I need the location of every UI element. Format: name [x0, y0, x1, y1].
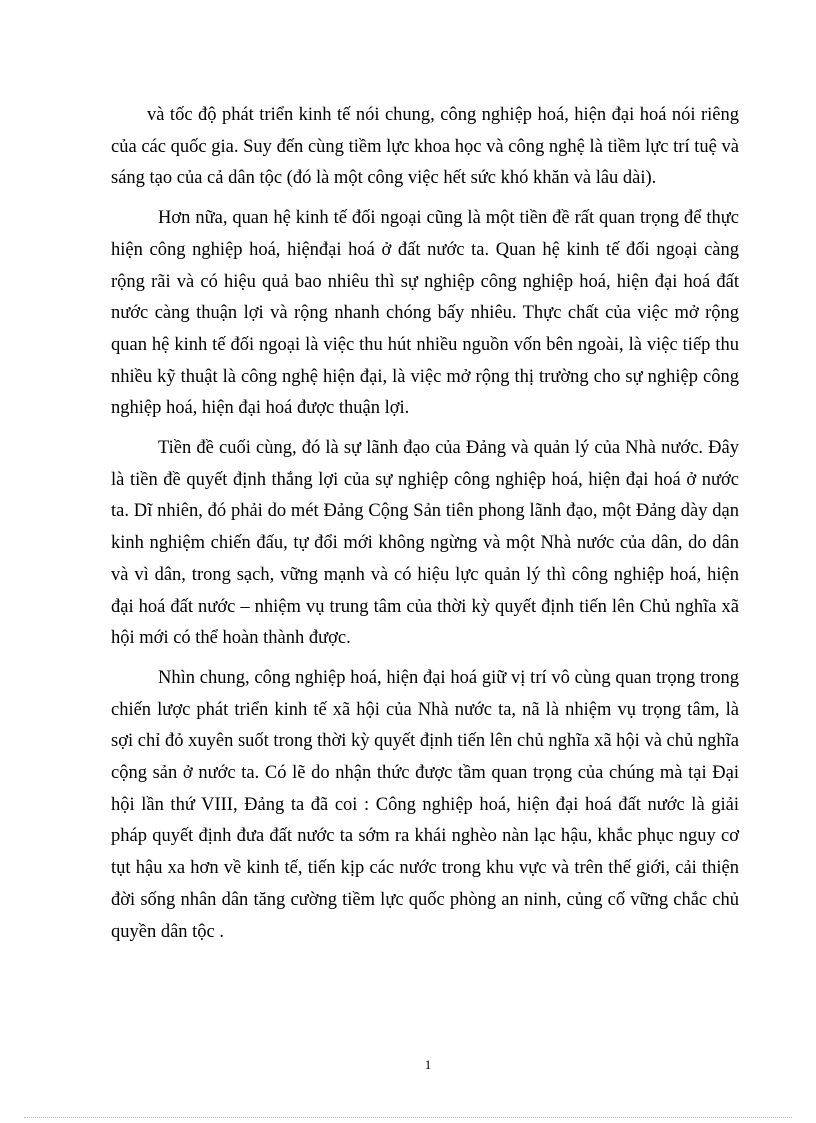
- page-bottom-divider: [24, 1117, 792, 1118]
- paragraph-conclusion: Nhìn chung, công nghiệp hoá, hiện đại hoá giữ vị trí vô cùng quan trọng trong chiến lược phát triển kinh tế xã hội của Nhà nước ta, nã là nhiệm vụ trọng tâm, là sợi chỉ đỏ xuyên suốt trong thời kỳ quyết định tiến lên chủ nghĩa xã hội và chủ nghĩa cộng sản ở nước ta. Có lẽ do nhận thức được tầm quan trọng của chúng mà tại Đại hội lần thứ VIII, Đảng ta đã coi : Công nghiệp hoá, hiện đại hoá đất nước là giải pháp quyết định đưa đất nước ta sớm ra khái nghèo nàn lạc hậu, khắc phục nguy cơ tụt hậu xa hơn về kinh tế, tiến kịp các nước trong khu vực và trên thế giới, cải thiện đời sống nhân dân tăng cường tiềm lực quốc phòng an ninh, củng cố vững chắc chủ quyền dân tộc .: [111, 667, 739, 942]
- paragraph-continuation: và tốc độ phát triển kinh tế nói chung, công nghiệp hoá, hiện đại hoá nói riêng của các quốc gia. Suy đến cùng tiềm lực khoa học và công nghệ là tiềm lực trí tuệ và sáng tạo của cả dân tộc (đó là một công việc hết sức khó khăn và lâu dài).: [111, 105, 739, 189]
- page-number: 1: [424, 1057, 432, 1072]
- paragraph-party-leadership: Tiền đề cuối cùng, đó là sự lãnh đạo của Đảng và quản lý của Nhà nước. Đây là tiền đề quyết định thắng lợi của sự nghiệp công nghiệp hoá, hiện đại hoá ở nước ta. Dĩ nhiên, đó phải do mét Đảng Cộng Sản tiên phong lãnh đạo, một Đảng dày dạn kinh nghiệm chiến đấu, tự đổi mới không ngừng và một Nhà nước của dân, do dân và vì dân, trong sạch, vững mạnh và có hiệu lực quản lý thì công nghiệp hoá, hiện đại hoá đất nước – nhiệm vụ trung tâm của thời kỳ quyết định tiến lên Chủ nghĩa xã hội mới có thể hoàn thành được.: [111, 438, 739, 649]
- paragraph-foreign-relations: Hơn nữa, quan hệ kinh tế đối ngoại cũng là một tiền đề rất quan trọng để thực hiện công nghiệp hoá, hiệnđại hoá ở đất nước ta. Quan hệ kinh tế đối ngoại càng rộng rãi và có hiệu quả bao nhiêu thì sự nghiệp công nghiệp hoá, hiện đại hoá đất nước càng thuận lợi và rộng nhanh chóng bấy nhiêu. Thực chất của việc mở rộng quan hệ kinh tế đối ngoại là việc thu hút nhiều nguồn vốn bên ngoài, là việc tiếp thu nhiều kỹ thuật là công nghệ hiện đại, là việc mở rộng thị trường cho sự nghiệp công nghiệp hoá, hiện đại hoá được thuận lợi.: [111, 208, 739, 419]
- body-text: [111, 100, 739, 956]
